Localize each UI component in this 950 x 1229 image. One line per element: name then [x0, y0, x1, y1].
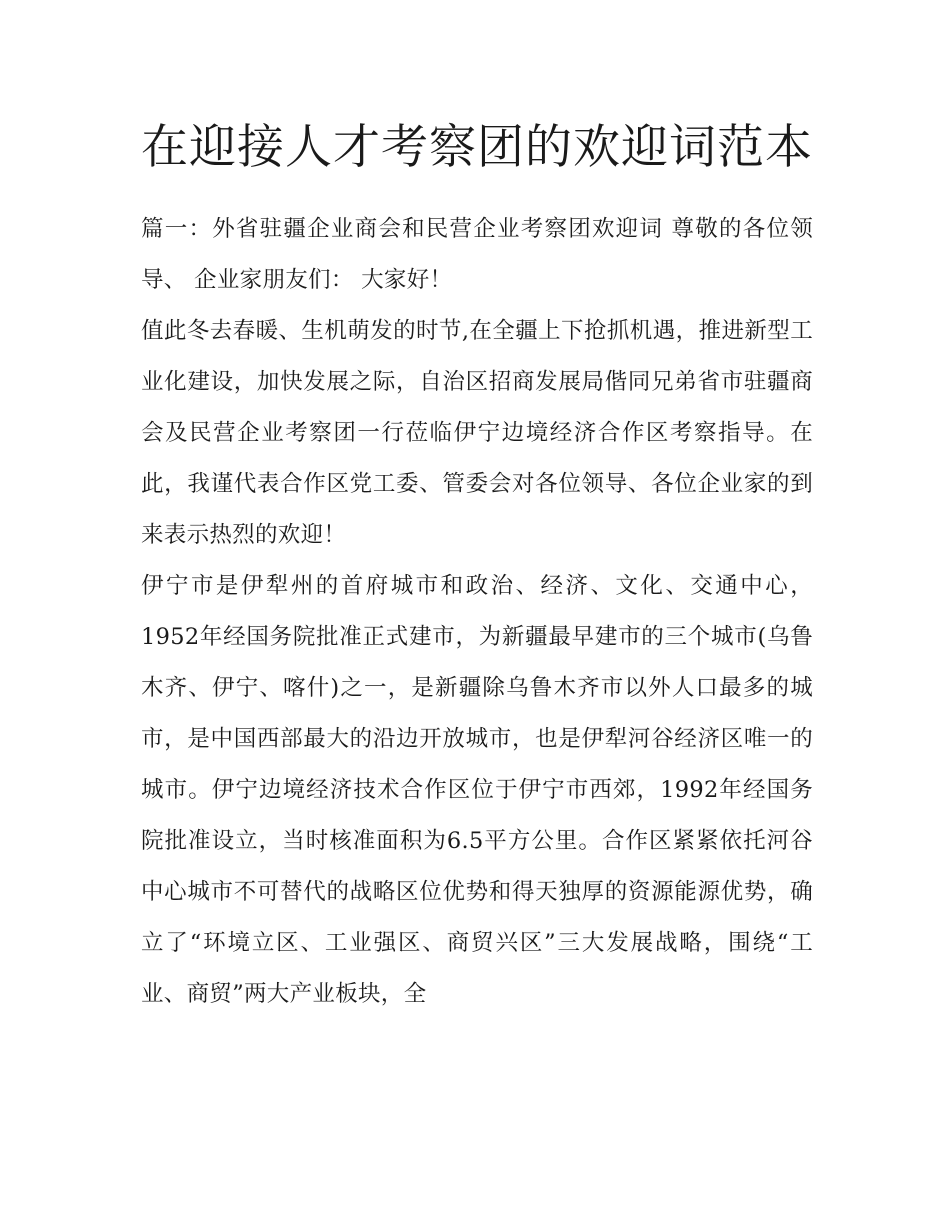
paragraph-2: 值此冬去春暖、生机萌发的时节,在全疆上下抢抓机遇，推进新型工业化建设，加快发展之际，自治区招商发展局偕同兄弟省市驻疆商会及民营企业考察团一行莅临伊宁边境经济合作区考察指导。在此，我谨代表合作区党工委、管委会对各位领导、各位企业家的到来表示热烈的欢迎！ — [141, 318, 813, 548]
document-page — [141, 112, 813, 1020]
document-title: 在迎接人才考察团的欢迎词范本 — [141, 120, 813, 175]
paragraph-3: 伊宁市是伊犁州的首府城市和政治、经济、文化、交通中心，1952年经国务院批准正式建市，为新疆最早建市的三个城市(乌鲁木齐、伊宁、喀什)之一，是新疆除乌鲁木齐市以外人口最多的城市，是中国西部最大的沿边开放城市，也是伊犁河谷经济区唯一的城市。伊宁边境经济技术合作区位于伊宁市西郊，1992年经国务院批准设立，当时核准面积为6.5平方公里。合作区紧紧依托河谷中心城市不可替代的战略区位优势和得天独厚的资源能源优势，确立了“环境立区、工业强区、商贸兴区”三大发展战略，围绕“工业、商贸”两大产业板块，全 — [141, 573, 813, 1007]
paragraph-1: 篇一：外省驻疆企业商会和民营企业考察团欢迎词 尊敬的各位领导、 企业家朋友们： 大家好！ — [141, 216, 813, 293]
